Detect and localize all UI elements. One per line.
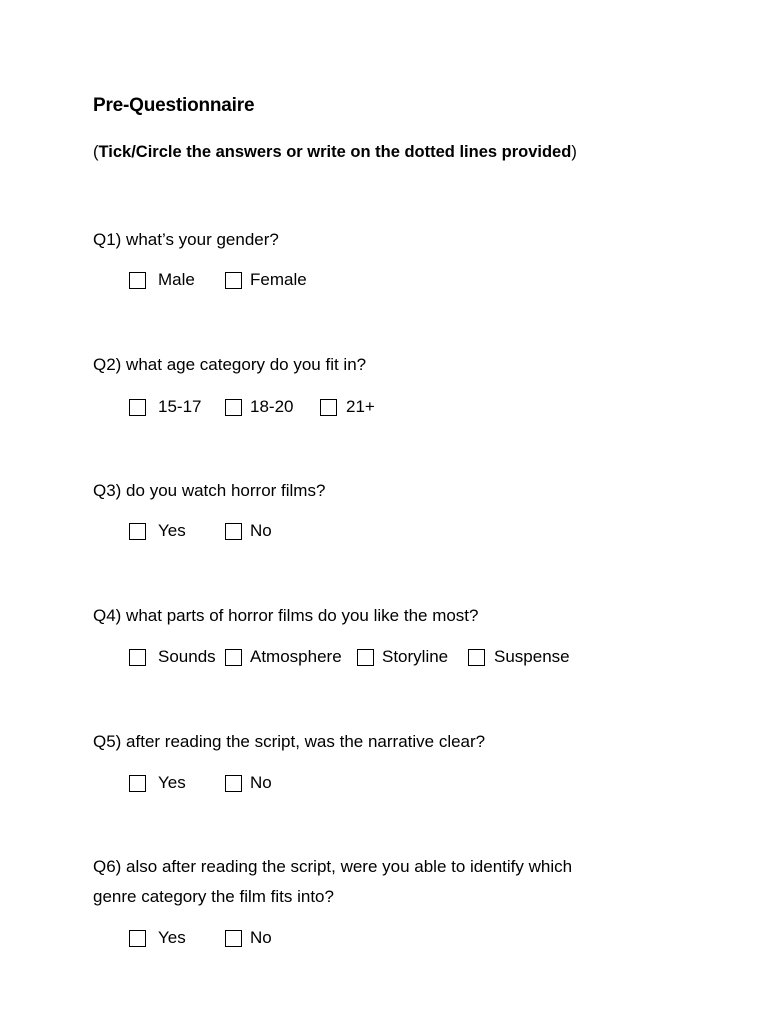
option-label-no-q3: No: [250, 521, 272, 540]
option-label-15-17: 15-17: [158, 397, 202, 416]
question-4: Q4) what parts of horror films do you like the most?: [93, 606, 479, 625]
question-3: Q3) do you watch horror films?: [93, 481, 326, 500]
question-2-options: [0, 397, 768, 419]
checkbox-15-17[interactable]: [129, 399, 146, 416]
option-label-21-plus: 21+: [346, 397, 375, 416]
checkbox-male[interactable]: [129, 272, 146, 289]
instructions-close-paren: ): [571, 143, 577, 161]
checkbox-no-q6[interactable]: [225, 930, 242, 947]
checkbox-yes-q5[interactable]: [129, 775, 146, 792]
question-5-options: [0, 773, 768, 795]
question-5: Q5) after reading the script, was the narrative clear?: [93, 732, 486, 751]
option-label-sounds: Sounds: [158, 647, 216, 666]
checkbox-no-q5[interactable]: [225, 775, 242, 792]
checkbox-yes-q6[interactable]: [129, 930, 146, 947]
instructions: [93, 143, 577, 162]
option-label-male: Male: [158, 270, 195, 289]
option-label-atmosphere: Atmosphere: [250, 647, 342, 666]
question-6-options: [0, 928, 768, 950]
checkbox-no-q3[interactable]: [225, 523, 242, 540]
checkbox-yes-q3[interactable]: [129, 523, 146, 540]
question-6-line-1: Q6) also after reading the script, were you able to identify which: [93, 857, 573, 876]
question-4-options: [0, 647, 768, 669]
option-label-yes-q5: Yes: [158, 773, 186, 792]
instructions-text: Tick/Circle the answers or write on the dotted lines provided: [98, 143, 572, 161]
option-label-female: Female: [250, 270, 307, 289]
checkbox-suspense[interactable]: [468, 649, 485, 666]
question-1-options: [0, 270, 768, 292]
instructions-open-paren: (: [93, 143, 99, 161]
question-3-options: [0, 521, 768, 543]
checkbox-storyline[interactable]: [357, 649, 374, 666]
checkbox-18-20[interactable]: [225, 399, 242, 416]
checkbox-21-plus[interactable]: [320, 399, 337, 416]
option-label-18-20: 18-20: [250, 397, 294, 416]
checkbox-sounds[interactable]: [129, 649, 146, 666]
option-label-suspense: Suspense: [494, 647, 570, 666]
question-2: Q2) what age category do you fit in?: [93, 355, 367, 374]
option-label-yes-q3: Yes: [158, 521, 186, 540]
question-1: Q1) what’s your gender?: [93, 230, 279, 249]
checkbox-atmosphere[interactable]: [225, 649, 242, 666]
option-label-no-q6: No: [250, 928, 272, 947]
option-label-no-q5: No: [250, 773, 272, 792]
checkbox-female[interactable]: [225, 272, 242, 289]
page-title: Pre-Questionnaire: [93, 95, 255, 116]
option-label-storyline: Storyline: [382, 647, 449, 666]
option-label-yes-q6: Yes: [158, 928, 186, 947]
question-6-line-2: genre category the film fits into?: [93, 887, 334, 906]
